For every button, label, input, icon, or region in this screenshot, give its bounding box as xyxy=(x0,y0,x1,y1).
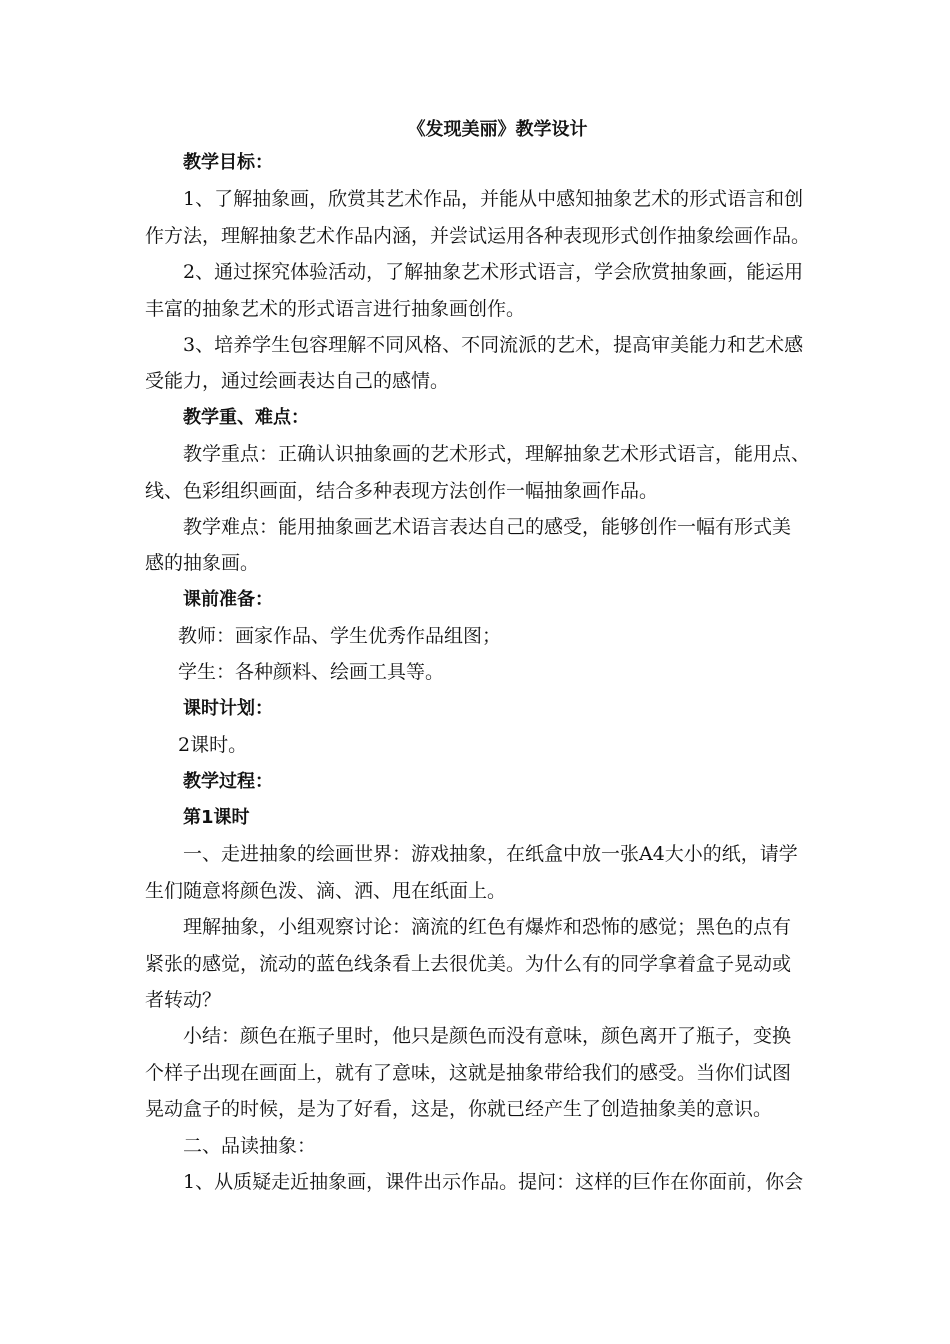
document-title: 《发现美丽》教学设计 xyxy=(407,119,588,140)
section-heading: 课前准备： xyxy=(183,588,273,610)
paragraph-line: 生们随意将颜色泼、滴、洒、甩在纸面上。 xyxy=(145,879,507,902)
paragraph xyxy=(145,254,810,327)
section-heading: 第1课时 xyxy=(183,807,250,829)
paragraph-line: 受能力，通过绘画表达自己的感情。 xyxy=(145,370,450,393)
text-line: 学生：各种颜料、绘画工具等。 xyxy=(178,661,445,684)
paragraph-line: 1、从质疑走近抽象画，课件出示作品。提问：这样的巨作在你面前，你会 xyxy=(183,1170,804,1193)
document-page xyxy=(145,112,810,1200)
paragraph-line: 一、走进抽象的绘画世界：游戏抽象，在纸盒中放一张A4大小的纸，请学 xyxy=(183,843,798,866)
paragraph-line: 作方法，理解抽象艺术作品内涵，并尝试运用各种表现形式创作抽象绘画作品。 xyxy=(145,224,811,247)
text-line: 2课时。 xyxy=(178,734,248,757)
paragraph xyxy=(145,181,810,254)
section-heading: 课时计划： xyxy=(183,697,273,719)
paragraph-line: 2、通过探究体验活动，了解抽象艺术形式语言，学会欣赏抽象画，能运用 xyxy=(183,261,804,284)
paragraph-line: 教学重点：正确认识抽象画的艺术形式，理解抽象艺术形式语言，能用点、 xyxy=(183,443,811,466)
paragraph xyxy=(145,1128,810,1164)
paragraph-line: 小结：颜色在瓶子里时，他只是颜色而没有意味，颜色离开了瓶子，变换 xyxy=(183,1025,792,1048)
paragraph-line: 教学难点：能用抽象画艺术语言表达自己的感受，能够创作一幅有形式美 xyxy=(183,515,792,538)
paragraph-line: 紧张的感觉，流动的蓝色线条看上去很优美。为什么有的同学拿着盒子晃动或 xyxy=(145,952,792,975)
paragraph-line: 者转动？ xyxy=(145,988,222,1011)
paragraph xyxy=(145,436,810,509)
paragraph-line: 线、色彩组织画面，结合多种表现方法创作一幅抽象画作品。 xyxy=(145,479,659,502)
section-heading: 教学目标： xyxy=(183,152,273,173)
paragraph xyxy=(145,836,810,909)
paragraph-line: 个样子出现在画面上，就有了意味，这就是抽象带给我们的感受。当你们试图 xyxy=(145,1061,792,1084)
document-body xyxy=(145,145,810,1200)
paragraph-line: 感的抽象画。 xyxy=(145,552,260,575)
paragraph-line: 晃动盒子的时候，是为了好看，这是，你就已经产生了创造抽象美的意识。 xyxy=(145,1098,773,1121)
paragraph-line: 理解抽象，小组观察讨论：滴流的红色有爆炸和恐怖的感觉；黑色的点有 xyxy=(183,916,792,939)
paragraph xyxy=(145,509,810,582)
paragraph xyxy=(145,1018,810,1127)
section-heading: 教学过程： xyxy=(183,770,273,792)
text-line: 教师：画家作品、学生优秀作品组图； xyxy=(178,625,502,648)
paragraph-line: 二、品读抽象： xyxy=(183,1134,317,1157)
paragraph-line: 3、培养学生包容理解不同风格、不同流派的艺术，提高审美能力和艺术感 xyxy=(183,333,804,356)
paragraph xyxy=(145,327,810,400)
paragraph xyxy=(145,1164,810,1200)
paragraph-line: 丰富的抽象艺术的形式语言进行抽象画创作。 xyxy=(145,297,526,320)
section-heading: 教学重、难点： xyxy=(183,406,309,428)
paragraph-line: 1、了解抽象画，欣赏其艺术作品，并能从中感知抽象艺术的形式语言和创 xyxy=(183,188,804,211)
paragraph xyxy=(145,909,810,1018)
